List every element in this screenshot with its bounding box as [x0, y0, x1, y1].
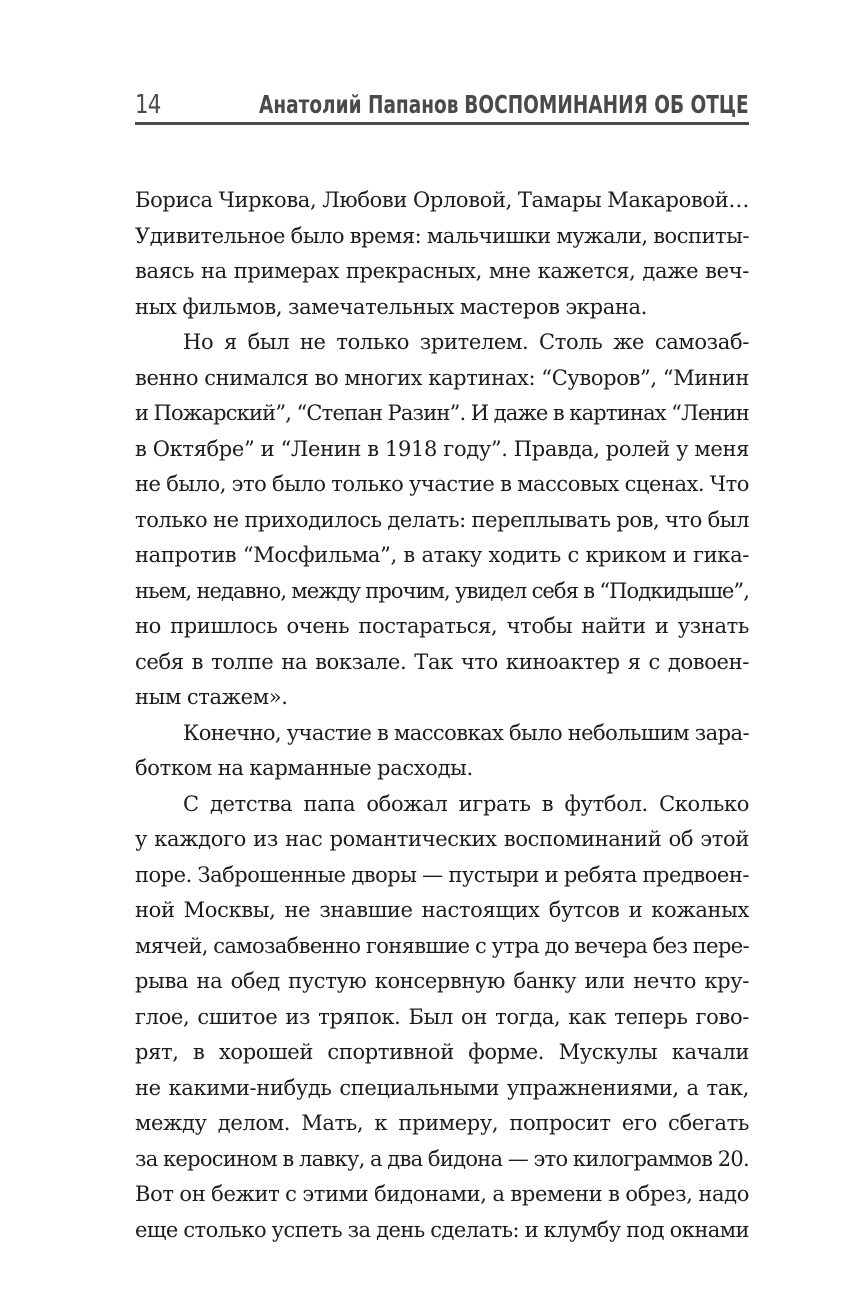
- text-line: еще столько успеть за день сделать: и клумбу под окнами: [135, 1217, 749, 1242]
- text-line: себя в толпе на вокзале. Так что киноактер я с довоен-: [135, 649, 749, 674]
- text-line: С детства папа обожал играть в футбол. Сколько: [183, 791, 749, 816]
- text-line: в Октябре” и “Ленин в 1918 году”. Правда, ролей у меня: [135, 436, 749, 461]
- text-line: рят, в хорошей спортивной форме. Мускулы качали: [135, 1040, 749, 1064]
- text-line: Но я был не только зрителем. Столь же самозаб-: [183, 330, 749, 354]
- text-line: между делом. Мать, к примеру, попросит его сбегать: [135, 1111, 749, 1135]
- text-line: Бориса Чиркова, Любови Орловой, Тамары Макаровой…: [135, 188, 749, 212]
- paragraph: [135, 716, 749, 787]
- running-header: [135, 86, 749, 124]
- text-line: мячей, самозабвенно гонявшие с утра до вечера без пере-: [135, 933, 749, 958]
- text-line: ных фильмов, замечательных мастеров экрана.: [135, 294, 648, 319]
- text-line: ным стажем».: [135, 685, 288, 709]
- running-title-author: Анатолий Папанов: [259, 90, 459, 119]
- text-line: венно снимался во многих картинах: “Суворов”, “Минин: [135, 365, 749, 390]
- text-line: Конечно, участие в массовках было небольшим зара-: [183, 720, 749, 745]
- page-number: 14: [135, 90, 161, 120]
- text-line: и Пожарский”, “Степан Разин”. И даже в картинах “Ленин: [135, 401, 749, 425]
- text-line: у каждого из нас романтических воспоминаний об этой: [135, 827, 749, 851]
- header-rule: [135, 122, 749, 125]
- body-text: [135, 183, 749, 1248]
- paragraph: [135, 325, 749, 716]
- text-line: ваясь на примерах прекрасных, мне кажется, даже веч-: [135, 259, 749, 283]
- text-line: ной Москвы, не знавшие настоящих бутсов и кожаных: [135, 898, 749, 922]
- text-line: Удивительное было время: мальчишки мужали, воспиты-: [135, 223, 749, 248]
- text-line: за керосином в лавку, а два бидона — это килограммов 20.: [135, 1146, 749, 1171]
- running-title-book: ВОСПОМИНАНИЯ ОБ ОТЦЕ: [464, 90, 749, 119]
- text-line: Вот он бежит с этими бидонами, а времени в обрез, надо: [135, 1182, 749, 1206]
- running-title: [259, 86, 749, 124]
- text-line: глое, сшитое из тряпок. Был он тогда, как теперь гово-: [135, 1004, 749, 1029]
- text-line: напротив “Мосфильма”, в атаку ходить с криком и гика-: [135, 543, 749, 567]
- text-line: но пришлось очень постараться, чтобы найти и узнать: [135, 614, 749, 638]
- text-line: только не приходилось делать: переплывать ров, что был: [135, 507, 749, 532]
- text-line: поре. Заброшенные дворы — пустыри и ребята предвоен-: [135, 862, 749, 887]
- text-line: ботком на карманные расходы.: [135, 756, 473, 780]
- text-line: рыва на обед пустую консервную банку или нечто кру-: [135, 969, 749, 993]
- paragraph: [135, 183, 749, 325]
- text-line: не было, это было только участие в массовых сценах. Что: [135, 472, 749, 496]
- paragraph: [135, 787, 749, 1249]
- text-line: не какими-нибудь специальными упражнениями, а так,: [135, 1075, 749, 1100]
- text-line: ньем, недавно, между прочим, увидел себя в “Подкидыше”,: [135, 578, 749, 603]
